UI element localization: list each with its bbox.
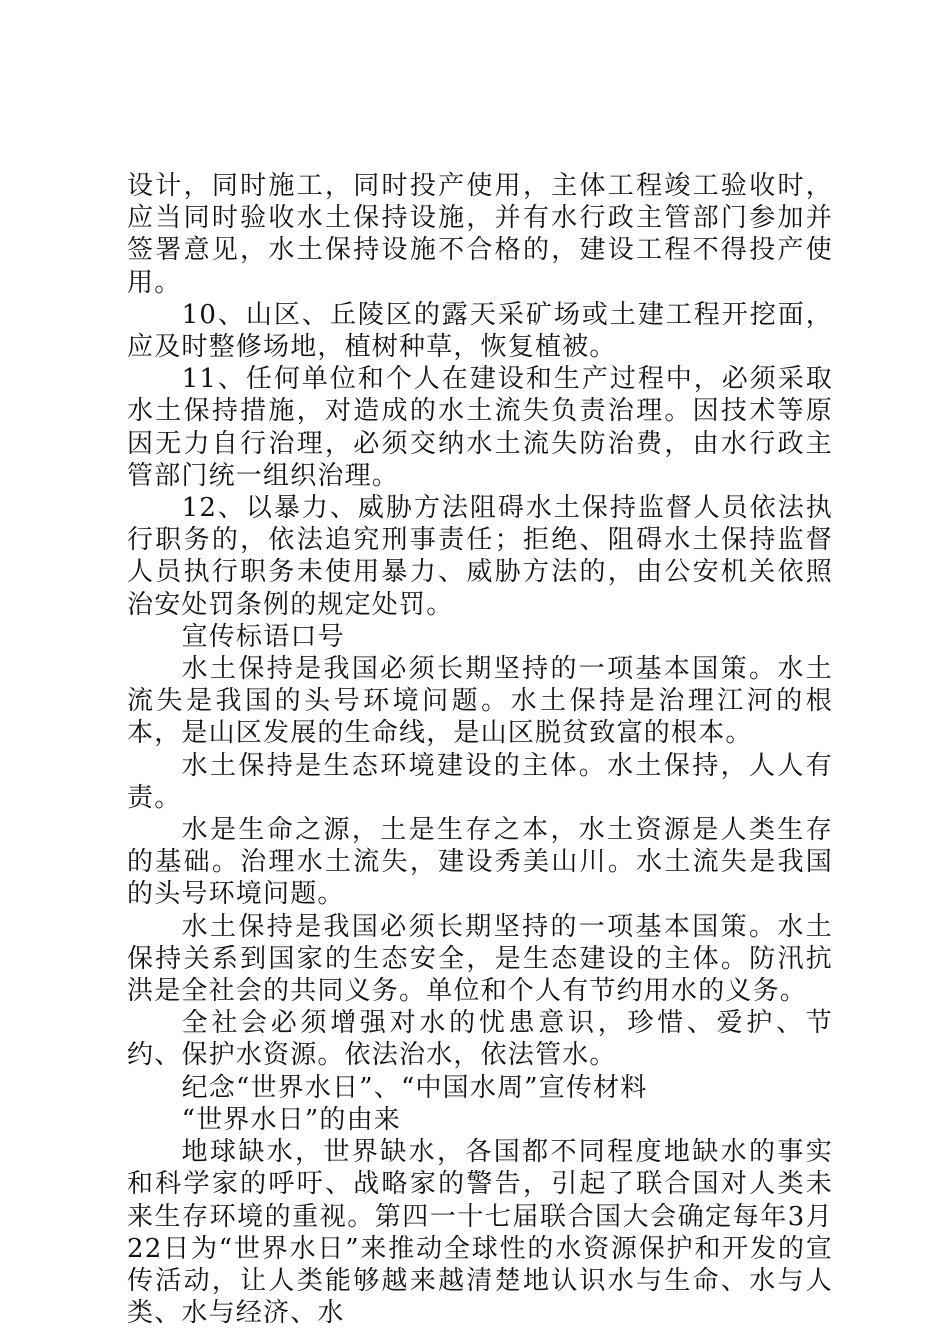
paragraph-water-day-origin: 地球缺水，世界缺水，各国都不同程度地缺水的事实和科学家的呼吁、战略家的警告，引起了联合国对人类未来生存环境的重视。第四一十七届联合国大会确定每年3月22日为“世界水日”来推动全球性的水资源保护和开发的宣传活动，让人类能够越来越清楚地认识水与生命、水与人类、水与经济、水 <box>127 1137 833 1329</box>
paragraph-slogan-3: 水是生命之源，土是生存之本，水土资源是人类生存的基础。治理水土流失，建设秀美山川。水土流失是我国的头号环境问题。 <box>127 815 833 910</box>
section-heading-water-day: 纪念“世界水日”、“中国水周”宣传材料 <box>181 1072 648 1103</box>
document-body <box>127 170 833 1329</box>
paragraph-slogan-1: 水土保持是我国必须长期坚持的一项基本国策。水土流失是我国的头号环境问题。水土保持是治理江河的根本，是山区发展的生命线，是山区脱贫致富的根本。 <box>127 654 833 749</box>
paragraph-slogan-4: 水土保持是我国必须长期坚持的一项基本国策。水土保持关系到国家的生态安全，是生态建设的主体。防汛抗洪是全社会的共同义务。单位和个人有节约用水的义务。 <box>127 911 833 1007</box>
paragraph-item-12: 12、以暴力、威胁方法阻碍水土保持监督人员依法执行职务的，依法追究刑事责任；拒绝、阻碍水土保持监督人员执行职务未使用暴力、威胁方法的，由公安机关依照治安处罚条例的规定处罚。 <box>127 493 833 620</box>
paragraph-slogan-5: 全社会必须增强对水的忧患意识，珍惜、爱护、节约、保护水资源。依法治水，依法管水。 <box>127 1008 833 1071</box>
paragraph-slogan-2: 水土保持是生态环境建设的主体。水土保持，人人有责。 <box>127 750 833 813</box>
subheading-water-day-origin: “世界水日”的由来 <box>181 1104 401 1135</box>
section-heading-slogans: 宣传标语口号 <box>181 621 345 652</box>
paragraph-item-11: 11、任何单位和个人在建设和生产过程中，必须采取水土保持措施，对造成的水土流失负责治理。因技术等原因无力自行治理，必须交纳水土流失防治费，由水行政主管部门统一组织治理。 <box>127 364 833 491</box>
paragraph-item-10: 10、山区、丘陵区的露天采矿场或土建工程开挖面，应及时整修场地，植树种草，恢复植被。 <box>127 299 833 363</box>
paragraph-continuation: 设计，同时施工，同时投产使用，主体工程竣工验收时，应当同时验收水土保持设施，并有水行政主管部门参加并签署意见，水土保持设施不合格的，建设工程不得投产使用。 <box>127 171 833 298</box>
